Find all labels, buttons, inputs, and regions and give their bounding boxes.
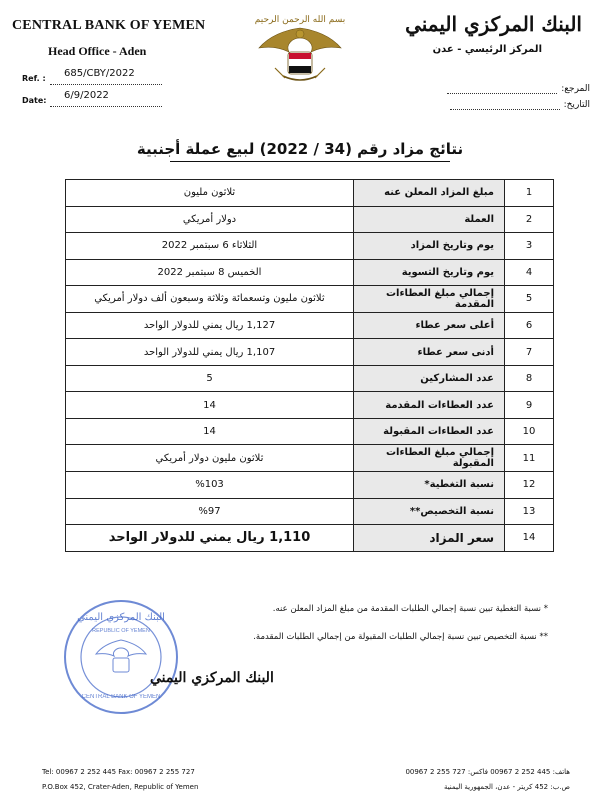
bank-seal-stamp-icon: [62, 598, 180, 716]
arabic-date-dotted-line: [450, 109, 560, 110]
row-item-label: إجمالي مبلغ العطاءات المقدمة: [354, 286, 505, 313]
stamp-republic-text: REPUBLIC OF YEMEN: [92, 628, 150, 634]
row-number: 6: [505, 312, 554, 339]
row-value: الخميس 8 سبتمبر 2022: [66, 259, 354, 286]
stamp-english-text: CENTRAL BANK OF YEMEN: [81, 694, 161, 700]
arabic-ref-dotted-line: [447, 93, 557, 94]
table-row: [66, 418, 554, 445]
row-item-label: عدد المشاركين: [354, 365, 505, 392]
row-item-label: إجمالي مبلغ العطاءات المقبولة: [354, 445, 505, 472]
row-item-label: نسبة التخصيص**: [354, 498, 505, 525]
row-item-label: العملة: [354, 206, 505, 233]
row-number: 11: [505, 445, 554, 472]
footer-arabic-address: ص.ب: 452 كريتر - عدن، الجمهورية اليمنية: [443, 783, 570, 791]
arabic-ref-field: [430, 84, 590, 94]
row-value: 14: [66, 418, 354, 445]
results-table-body: [66, 180, 554, 552]
table-row: [66, 365, 554, 392]
table-row: [66, 259, 554, 286]
row-number: 2: [505, 206, 554, 233]
table-row: [66, 286, 554, 313]
stamp-arabic-text: البنك المركزي اليمني: [77, 612, 165, 623]
stamp-signature-text: البنك المركزي اليمني: [150, 670, 274, 686]
date-value: 6/9/2022: [64, 90, 109, 101]
row-value: 1,107 ريال يمني للدولار الواحد: [66, 339, 354, 366]
table-row: [66, 206, 554, 233]
row-item-label: أدنى سعر عطاء: [354, 339, 505, 366]
table-row: [66, 339, 554, 366]
row-value: ثلاثون مليون: [66, 180, 354, 207]
row-value: 1,110 ريال يمني للدولار الواحد: [66, 525, 354, 552]
row-item-label: أعلى سعر عطاء: [354, 312, 505, 339]
row-number: 14: [505, 525, 554, 552]
row-item-label: سعر المزاد: [354, 525, 505, 552]
arabic-date-label: التاريخ:: [563, 100, 590, 110]
row-value: 5: [66, 365, 354, 392]
date-dotted-line: [50, 106, 162, 107]
row-item-label: عدد العطاءات المقبولة: [354, 418, 505, 445]
row-item-label: نسبة التغطية*: [354, 472, 505, 499]
row-item-label: عدد العطاءات المقدمة: [354, 392, 505, 419]
row-number: 10: [505, 418, 554, 445]
arabic-bank-name: البنك المركزي اليمني: [405, 12, 582, 36]
ref-value: 685/CBY/2022: [64, 68, 135, 79]
auction-results-table: [65, 179, 554, 552]
table-row: [66, 498, 554, 525]
row-number: 7: [505, 339, 554, 366]
row-number: 1: [505, 180, 554, 207]
row-value: %103: [66, 472, 354, 499]
arabic-office-name: المركز الرئيسي - عدن: [432, 44, 542, 55]
row-item-label: مبلغ المزاد المعلن عنه: [354, 180, 505, 207]
row-item-label: يوم وتاريخ المزاد: [354, 233, 505, 260]
row-item-label: يوم وتاريخ التسوية: [354, 259, 505, 286]
coverage-ratio-note: * نسبة التغطية تبين نسبة إجمالي الطلبات المقدمة من مبلغ المزاد المعلن عنه.: [272, 604, 548, 614]
emblem-banner-text: بسم الله الرحمن الرحيم: [255, 15, 345, 25]
table-row: [66, 472, 554, 499]
table-row: [66, 525, 554, 552]
ref-dotted-line: [50, 84, 162, 85]
row-number: 5: [505, 286, 554, 313]
row-value: ثلاثون مليون دولار أمريكي: [66, 445, 354, 472]
title-underline: [170, 161, 450, 162]
table-row: [66, 180, 554, 207]
table-row: [66, 445, 554, 472]
table-row: [66, 392, 554, 419]
table-row: [66, 233, 554, 260]
row-value: دولار أمريكي: [66, 206, 354, 233]
row-number: 4: [505, 259, 554, 286]
row-value: %97: [66, 498, 354, 525]
date-field: [22, 90, 162, 108]
allocation-ratio-note: ** نسبة التخصيص تبين نسبة إجمالي الطلبات المقبولة من إجمالي الطلبات المقدمة.: [253, 632, 548, 642]
row-number: 12: [505, 472, 554, 499]
table-row: [66, 312, 554, 339]
row-number: 9: [505, 392, 554, 419]
ref-field: [22, 68, 162, 86]
english-bank-name: CENTRAL BANK OF YEMEN: [12, 18, 206, 33]
yemen-eagle-emblem-icon: [255, 8, 345, 94]
row-value: 1,127 ريال يمني للدولار الواحد: [66, 312, 354, 339]
row-value: 14: [66, 392, 354, 419]
row-number: 3: [505, 233, 554, 260]
footer-english-address: P.O.Box 452, Crater-Aden, Republic of Yemen: [42, 783, 199, 791]
date-label: Date:: [22, 96, 47, 105]
row-value: ثلاثون مليون وتسعمائة وثلاثة وسبعون ألف دولار أمريكي: [66, 286, 354, 313]
row-number: 13: [505, 498, 554, 525]
ref-label: Ref. :: [22, 74, 46, 83]
footer-arabic-contact: هاتف: 445 252 2 00967 فاكس: 727 255 2 00967: [405, 768, 570, 776]
auction-results-title: نتائج مزاد رقم (34 / 2022) لبيع عملة أجنبية: [136, 140, 464, 158]
english-office-name: Head Office - Aden: [48, 44, 147, 58]
arabic-date-field: [430, 100, 590, 110]
arabic-ref-label: المرجع:: [561, 84, 590, 94]
row-number: 8: [505, 365, 554, 392]
footer-english-contact: Tel: 00967 2 252 445 Fax: 00967 2 255 727: [42, 768, 195, 776]
row-value: الثلاثاء 6 سبتمبر 2022: [66, 233, 354, 260]
